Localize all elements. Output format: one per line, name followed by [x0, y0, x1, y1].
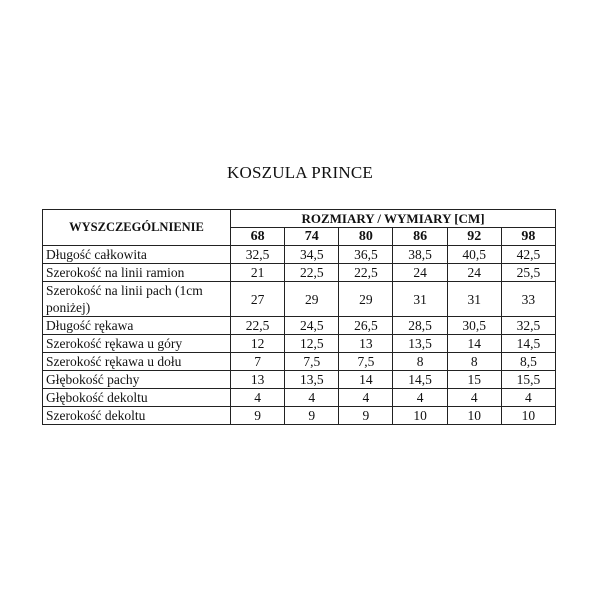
table-cell: 8 — [393, 353, 447, 371]
table-cell: 7,5 — [285, 353, 339, 371]
row-label: Szerokość na linii pach (1cm poniżej) — [43, 282, 231, 317]
table-cell: 7,5 — [339, 353, 393, 371]
table-row — [43, 353, 556, 371]
table-cell: 40,5 — [447, 246, 501, 264]
table-cell: 7 — [231, 353, 285, 371]
table-cell: 4 — [231, 389, 285, 407]
table-row — [43, 389, 556, 407]
table-row — [43, 282, 556, 317]
table-cell: 14 — [447, 335, 501, 353]
table-cell: 36,5 — [339, 246, 393, 264]
table-cell: 12,5 — [285, 335, 339, 353]
table-cell: 10 — [393, 407, 447, 425]
row-label: Szerokość dekoltu — [43, 407, 231, 425]
table-cell: 26,5 — [339, 317, 393, 335]
table-cell: 24,5 — [285, 317, 339, 335]
table-cell: 29 — [339, 282, 393, 317]
table-cell: 24 — [447, 264, 501, 282]
spec-header-cell: WYSZCZEGÓLNIENIE — [43, 210, 231, 246]
table-cell: 22,5 — [339, 264, 393, 282]
table-cell: 24 — [393, 264, 447, 282]
table-row — [43, 371, 556, 389]
table-cell: 12 — [231, 335, 285, 353]
table-cell: 22,5 — [231, 317, 285, 335]
table-cell: 14 — [339, 371, 393, 389]
table-header-row — [43, 210, 556, 228]
table-cell: 13,5 — [285, 371, 339, 389]
size-header-cell: 80 — [339, 228, 393, 246]
table-cell: 14,5 — [393, 371, 447, 389]
table-cell: 31 — [393, 282, 447, 317]
table-cell: 4 — [393, 389, 447, 407]
table-cell: 4 — [285, 389, 339, 407]
table-row — [43, 335, 556, 353]
row-label: Głębokość dekoltu — [43, 389, 231, 407]
table-cell: 38,5 — [393, 246, 447, 264]
size-chart-table — [42, 209, 556, 425]
row-label: Szerokość na linii ramion — [43, 264, 231, 282]
table-cell: 8 — [447, 353, 501, 371]
size-header-cell: 98 — [501, 228, 555, 246]
table-cell: 4 — [501, 389, 555, 407]
table-row — [43, 264, 556, 282]
size-header-cell: 92 — [447, 228, 501, 246]
table-cell: 27 — [231, 282, 285, 317]
table-cell: 21 — [231, 264, 285, 282]
row-label: Długość rękawa — [43, 317, 231, 335]
table-cell: 32,5 — [231, 246, 285, 264]
table-cell: 9 — [231, 407, 285, 425]
table-cell: 29 — [285, 282, 339, 317]
table-cell: 13,5 — [393, 335, 447, 353]
table-cell: 10 — [501, 407, 555, 425]
row-label: Szerokość rękawa u dołu — [43, 353, 231, 371]
size-header-cell: 74 — [285, 228, 339, 246]
table-row — [43, 317, 556, 335]
document-title: KOSZULA PRINCE — [227, 163, 373, 182]
sizes-group-header: ROZMIARY / WYMIARY [CM] — [231, 210, 556, 228]
row-label: Szerokość rękawa u góry — [43, 335, 231, 353]
table-cell: 25,5 — [501, 264, 555, 282]
table-cell: 32,5 — [501, 317, 555, 335]
table-cell: 33 — [501, 282, 555, 317]
table-cell: 14,5 — [501, 335, 555, 353]
size-header-cell: 86 — [393, 228, 447, 246]
table-row — [43, 246, 556, 264]
table-cell: 13 — [339, 335, 393, 353]
table-cell: 4 — [447, 389, 501, 407]
table-cell: 42,5 — [501, 246, 555, 264]
table-cell: 13 — [231, 371, 285, 389]
table-cell: 15,5 — [501, 371, 555, 389]
table-cell: 9 — [285, 407, 339, 425]
table-cell: 4 — [339, 389, 393, 407]
row-label: Głębokość pachy — [43, 371, 231, 389]
table-cell: 9 — [339, 407, 393, 425]
table-cell: 15 — [447, 371, 501, 389]
table-cell: 31 — [447, 282, 501, 317]
table-cell: 28,5 — [393, 317, 447, 335]
table-cell: 34,5 — [285, 246, 339, 264]
table-cell: 22,5 — [285, 264, 339, 282]
table-row — [43, 407, 556, 425]
table-cell: 30,5 — [447, 317, 501, 335]
table-cell: 10 — [447, 407, 501, 425]
table-cell: 8,5 — [501, 353, 555, 371]
size-header-cell: 68 — [231, 228, 285, 246]
row-label: Długość całkowita — [43, 246, 231, 264]
